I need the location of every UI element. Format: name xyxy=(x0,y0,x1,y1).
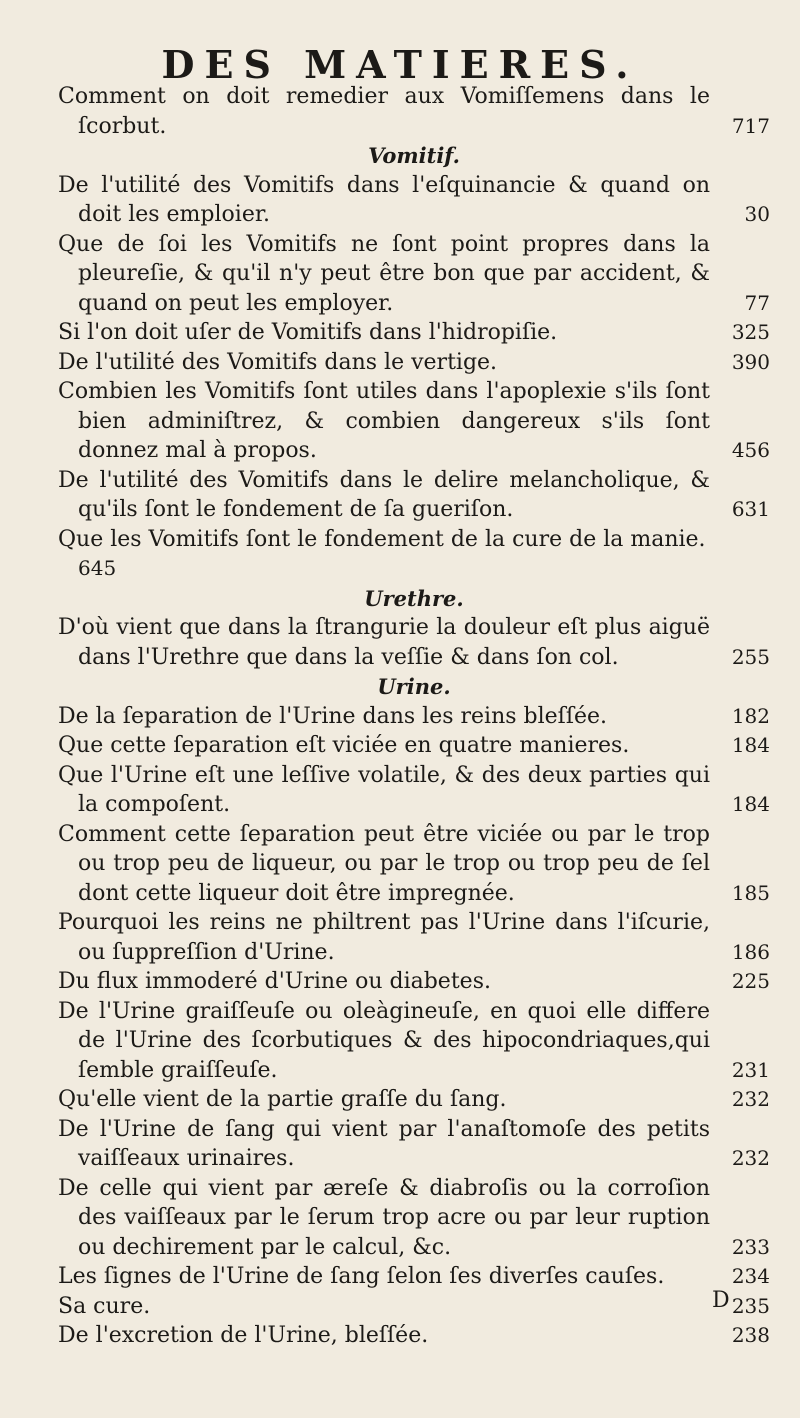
page-number: 325 xyxy=(731,320,770,344)
index-entry xyxy=(58,525,770,584)
entry-text: D'où vient que dans la ſtrangurie la douleur eſt plus aiguë dans l'Urethre que dans la veſſie & dans ſon col. xyxy=(58,615,710,670)
section-heading: Vomitif. xyxy=(368,143,460,168)
entry-text: De l'Urine de ſang qui vient par l'anaſtomoſe des petits vaiſſeaux urinaires. xyxy=(58,1116,710,1171)
page-number: 77 xyxy=(744,290,770,315)
page-number: 185 xyxy=(731,880,770,905)
page-number: 232 xyxy=(731,1146,770,1170)
page-number: 235 xyxy=(731,1293,770,1318)
index-entry xyxy=(58,1292,770,1322)
index-entry xyxy=(58,377,770,466)
page-number: 631 xyxy=(731,497,770,521)
page-number: 231 xyxy=(731,1057,770,1082)
running-header: DES MATIERES. xyxy=(161,42,639,87)
index-entry xyxy=(58,761,770,820)
entry-text: Que cette ſeparation eſt viciée en quatre manieres. xyxy=(58,733,630,758)
index-entry xyxy=(58,1262,770,1292)
page-number: 184 xyxy=(731,792,770,816)
page-number: 30 xyxy=(744,202,770,226)
index-entry xyxy=(58,613,770,672)
page-number: 238 xyxy=(731,1323,770,1347)
entry-text: De l'utilité des Vomitifs dans le vertige. xyxy=(58,349,498,375)
index-entry xyxy=(58,1085,770,1115)
page-number: 255 xyxy=(731,644,770,669)
entry-text: Les ſignes de l'Urine de ſang ſelon ſes diverſes cauſes. xyxy=(58,1264,665,1289)
index-entry xyxy=(58,230,770,319)
page-number: 390 xyxy=(731,349,770,374)
entry-text: Combien les Vomitifs ſont utiles dans l'apoplexie s'ils ſont bien adminiſtrez, & combien dangereux s'ils ſont donnez mal à propos. xyxy=(58,379,710,463)
entry-text: Que les Vomitifs ſont le fondement de la cure de la manie. xyxy=(58,526,706,552)
page-number: 233 xyxy=(731,1234,770,1259)
entry-text: Que de ſoi les Vomitifs ne ſont point propres dans la pleureſie, & qu'il n'y peut être bon que par accident, & quand on peut les employer. xyxy=(58,231,710,316)
index-entry xyxy=(58,908,770,967)
page-number: 234 xyxy=(731,1264,770,1288)
page-number: 184 xyxy=(731,733,770,757)
index-entry xyxy=(58,318,770,348)
section-heading: Urethre. xyxy=(364,585,464,611)
index-content xyxy=(58,82,770,1351)
page-number: 717 xyxy=(731,113,770,138)
page-number: 182 xyxy=(731,703,770,728)
page-number: 186 xyxy=(731,939,770,964)
page-number: 456 xyxy=(731,438,770,462)
entry-text: De l'utilité des Vomitifs dans le delire melancholique, & qu'ils ſont le fondement de ſa gueriſon. xyxy=(58,467,710,522)
entry-text: Comment cette ſeparation peut être viciée ou par le trop ou trop peu de liqueur, ou par le trop ou trop peu de ſel dont cette liqueur doit être impregnée. xyxy=(58,821,710,906)
index-entry xyxy=(58,348,770,378)
entry-text: De l'Urine graiſſeuſe ou oleàgineuſe, en quoi elle differe de l'Urine des ſcorbutiques & des hipocondriaques,qui ſemble graiſſeuſe. xyxy=(58,998,710,1083)
entry-text: De la ſeparation de l'Urine dans les reins bleſſée. xyxy=(58,703,608,729)
index-entry xyxy=(58,82,770,141)
entry-text: Qu'elle vient de la partie graſſe du ſang. xyxy=(58,1087,507,1112)
index-entry xyxy=(58,702,770,732)
page-number: 232 xyxy=(731,1087,770,1111)
index-entry xyxy=(58,1174,770,1263)
index-entry xyxy=(58,820,770,909)
catchword: D xyxy=(712,1288,730,1313)
entry-text: Sa cure. xyxy=(58,1293,151,1319)
index-entry xyxy=(58,997,770,1086)
entry-text: Du flux immoderé d'Urine ou diabetes. xyxy=(58,969,491,994)
entry-text: Pourquoi les reins ne philtrent pas l'Urine dans l'iſcurie, ou ſuppreſſion d'Urine. xyxy=(58,910,710,965)
index-entry xyxy=(58,731,770,761)
index-entry xyxy=(58,1115,770,1174)
entry-text: De l'excretion de l'Urine, bleſſée. xyxy=(58,1323,429,1348)
page-number: 645 xyxy=(78,556,117,580)
section-heading: Urine. xyxy=(377,674,451,699)
entry-text: De celle qui vient par æreſe & diabroſis ou la corroſion des vaiſſeaux par le ſerum trop acre ou par leur ruption ou dechirement par le calcul, &c. xyxy=(58,1175,710,1260)
entry-text: Si l'on doit uſer de Vomitifs dans l'hidropiſie. xyxy=(58,320,558,345)
page-number: 225 xyxy=(731,969,770,993)
entry-text: De l'utilité des Vomitifs dans l'eſquinancie & quand on doit les emploier. xyxy=(58,172,710,227)
index-entry xyxy=(58,171,770,230)
entry-text: Comment on doit remedier aux Vomiſſemens dans le ſcorbut. xyxy=(58,84,710,139)
index-entry xyxy=(58,466,770,525)
index-entry xyxy=(58,967,770,997)
index-entry xyxy=(58,1321,770,1351)
entry-text: Que l'Urine eſt une leſſive volatile, & des deux parties qui la compoſent. xyxy=(58,762,710,817)
